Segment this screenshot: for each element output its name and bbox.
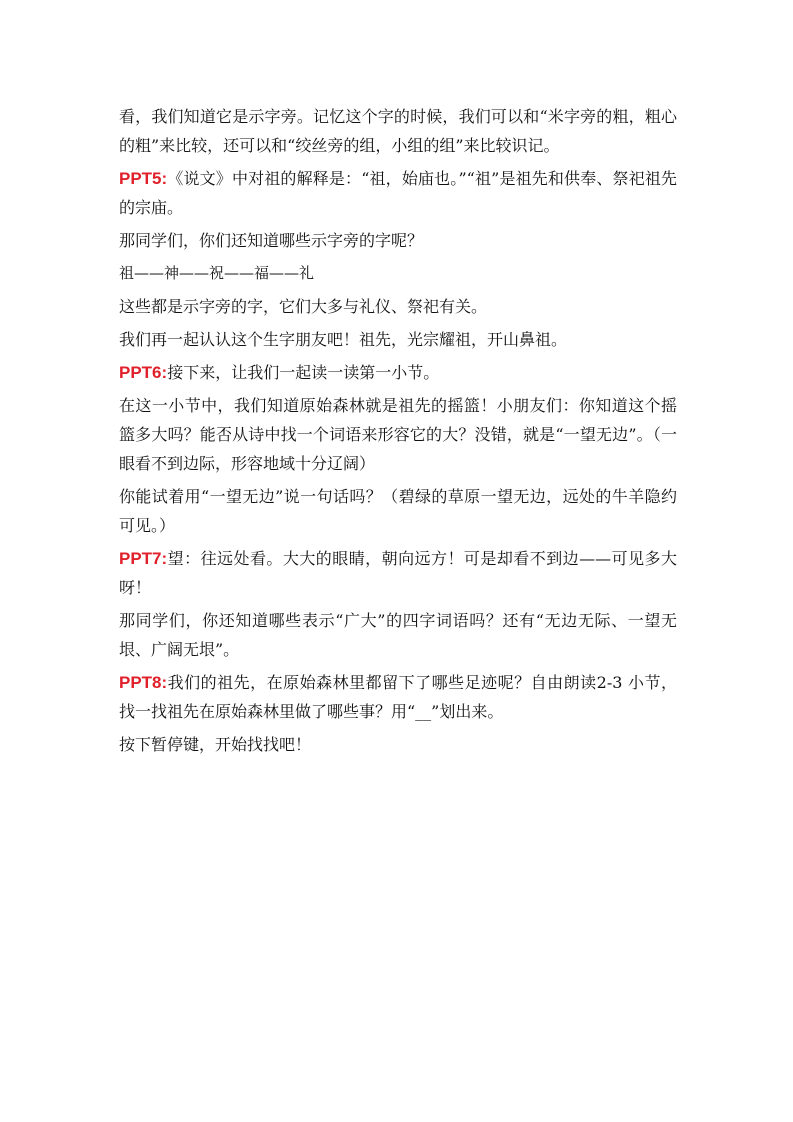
paragraph-text: 在这一小节中，我们知道原始森林就是祖先的摇篮！小朋友们：你知道这个摇篮多大吗？能否从诗中找一个词语来形容它的大？没错，就是“一望无边”。（一眼看不到边际，形容地域十分辽阔） xyxy=(119,396,677,473)
ppt-tag: PPT8: xyxy=(119,673,168,692)
paragraph-radical-meaning xyxy=(119,292,677,321)
ppt-tag: PPT5: xyxy=(119,169,168,188)
paragraph-text: 那同学们，你还知道哪些表示“广大”的四字词语吗？还有“无边无际、一望无垠、广阔无垠”。 xyxy=(119,611,677,659)
paragraph-text: 《说文》中对祖的解释是：“祖，始庙也。”“祖”是祖先和供奉、祭祀祖先的宗庙。 xyxy=(119,169,677,217)
paragraph-forest-cradle xyxy=(119,391,677,478)
paragraph-sentence-practice xyxy=(119,482,677,540)
paragraph-text: 我们再一起认认这个生字朋友吧！祖先，光宗耀祖，开山鼻祖。 xyxy=(119,330,568,349)
paragraph-pause-instruction xyxy=(119,730,677,759)
document-body xyxy=(119,102,677,763)
paragraph-question-radical xyxy=(119,226,677,255)
paragraph-text: 祖——神——祝——福——礼 xyxy=(119,264,315,282)
paragraph-text: 接下来，让我们一起读一读第一小节。 xyxy=(167,363,440,382)
paragraph-text: 看，我们知道它是示字旁。记忆这个字的时候，我们可以和“米字旁的粗，粗心的粗”来比较，还可以和“绞丝旁的组，小组的组”来比较识记。 xyxy=(119,107,677,155)
paragraph-radical-intro xyxy=(119,102,677,160)
paragraph-ppt6 xyxy=(119,358,677,387)
paragraph-text: 那同学们，你们还知道哪些示字旁的字呢？ xyxy=(119,231,424,250)
paragraph-ppt5 xyxy=(119,164,677,222)
ppt-tag: PPT7: xyxy=(119,549,168,568)
paragraph-ppt8 xyxy=(119,668,677,726)
paragraph-text: 望：往远处看。大大的眼睛，朝向远方！可是却看不到边——可见多大呀！ xyxy=(119,549,677,597)
paragraph-text: 这些都是示字旁的字，它们大多与礼仪、祭祀有关。 xyxy=(119,297,488,316)
paragraph-text: 按下暂停键，开始找找吧！ xyxy=(119,735,312,754)
paragraph-character-chain xyxy=(119,259,677,288)
paragraph-four-char-words xyxy=(119,606,677,664)
paragraph-text: 我们的祖先，在原始森林里都留下了哪些足迹呢？自由朗读2-3 小节，找一找祖先在原始森林里做了哪些事？用“__”划出来。 xyxy=(119,673,677,721)
paragraph-ppt7 xyxy=(119,544,677,602)
paragraph-text: 你能试着用“一望无边”说一句话吗？（碧绿的草原一望无边，远处的牛羊隐约可见。） xyxy=(119,487,677,535)
ppt-tag: PPT6: xyxy=(119,363,168,382)
paragraph-word-review xyxy=(119,325,677,354)
